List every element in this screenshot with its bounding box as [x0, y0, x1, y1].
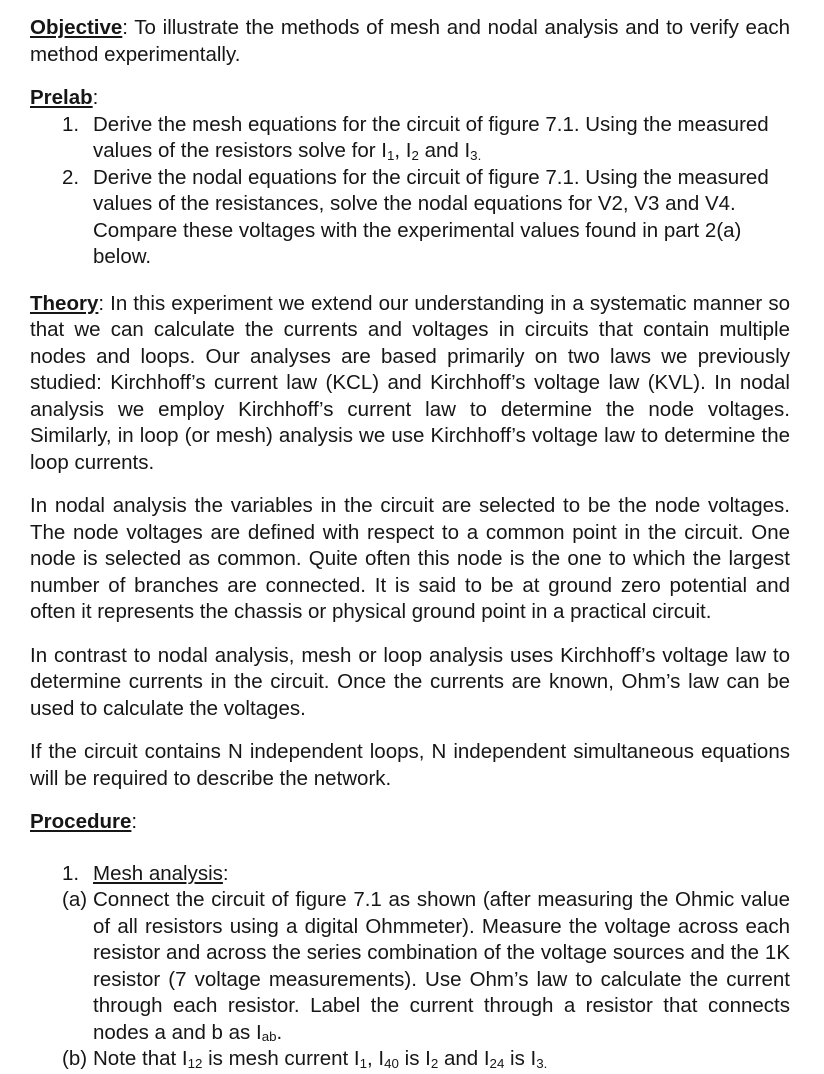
procedure-item-a-text: Connect the circuit of figure 7.1 as shown (after measuring the Ohmic value of all resistors using a digital Ohmmeter). Measure the voltage across each resistor and across the series combination of the voltage sources and the 1K resistor (7 voltage measurements). Use Ohm’s law to calculate the current through each resistor. Label the current through a resistor that connects nodes a and b as $I_{ab}$.: [93, 888, 790, 1045]
list-marker: 1.: [62, 112, 80, 136]
objective-text: : To illustrate the methods of mesh and nodal analysis and to verify each method experimentally.: [30, 16, 790, 66]
subscript: 1: [359, 1055, 368, 1071]
prelab-heading-line: [30, 85, 790, 112]
subscript: 40: [384, 1055, 399, 1071]
subscript: 24: [489, 1055, 505, 1071]
procedure-item-a: [62, 887, 790, 1046]
list-marker: 1.: [62, 861, 80, 885]
mesh-analysis-colon: :: [222, 861, 229, 885]
procedure-item-b-text: Note that $I_{12}$ is mesh current $I_1$, $I_{40}$ is $I_2$ and $I_{24}$ is $I_{3.}$: [93, 1047, 548, 1071]
subscript: 3.: [470, 147, 482, 163]
objective-paragraph: [30, 15, 790, 68]
prelab-list: [30, 112, 790, 271]
list-marker: (a): [62, 888, 88, 911]
procedure-heading: Procedure: [30, 810, 132, 833]
mesh-analysis-heading-line: [62, 861, 790, 888]
theory-paragraph: [30, 291, 790, 477]
prelab-item-1: [62, 112, 790, 165]
subscript: ab: [261, 1029, 277, 1045]
mesh-contrast-paragraph: In contrast to nodal analysis, mesh or loop analysis uses Kirchhoff’s voltage law to determine currents in the circuit. Once the currents are known, Ohm’s law can be used to calculate the voltages.: [30, 643, 790, 720]
independent-loops-paragraph: If the circuit contains N independent loops, N independent simultaneous equations will be required to describe the network.: [30, 740, 790, 790]
prelab-item-1-text: Derive the mesh equations for the circuit of figure 7.1. Using the measured values of the resistors solve for $I_1$, $I_2$ and $I_{3.}$: [93, 112, 769, 163]
objective-heading: Objective: [30, 16, 123, 39]
subscript: 2: [411, 147, 419, 163]
subscript: 1: [386, 147, 395, 163]
prelab-heading: Prelab: [30, 86, 93, 109]
prelab-colon: :: [92, 86, 99, 109]
list-marker: (b): [62, 1047, 88, 1070]
nodal-analysis-paragraph: In nodal analysis the variables in the circuit are selected to be the node voltages. The node voltages are defined with respect to a common point in the circuit. One node is selected as common. Quite often this node is the one to which the largest number of branches are connected. It is said to be at ground zero potential and often it represents the chassis or physical ground point in a practical circuit.: [30, 494, 790, 623]
mesh-analysis-heading: Mesh analysis: [93, 861, 223, 885]
subscript: 3.: [536, 1055, 548, 1071]
procedure-heading-line: [30, 809, 790, 836]
procedure-colon: :: [131, 810, 138, 833]
theory-text: : In this experiment we extend our understanding in a systematic manner so that we can calculate the currents and voltages in circuits that contain multiple nodes and loops. Our analyses are based primarily on two laws we previously studied: Kirchhoff’s current law (KCL) and Kirchhoff’s voltage law (KVL). In nodal analysis we employ Kirchhoff’s current law to determine the node voltages. Similarly, in loop (or mesh) analysis we use Kirchhoff’s voltage law to determine the loop currents.: [30, 291, 790, 474]
prelab-item-2: [62, 165, 790, 271]
procedure-item-b: [62, 1046, 790, 1073]
prelab-item-2-text: Derive the nodal equations for the circuit of figure 7.1. Using the measured values of the resistances, solve the nodal equations for V2, V3 and V4. Compare these voltages with the experimental values found in part 2(a) below.: [93, 165, 769, 268]
theory-heading: Theory: [30, 291, 99, 315]
list-marker: 2.: [62, 165, 80, 189]
subscript: 12: [187, 1055, 203, 1071]
subscript: 2: [430, 1055, 439, 1071]
procedure-list: [30, 861, 790, 1073]
